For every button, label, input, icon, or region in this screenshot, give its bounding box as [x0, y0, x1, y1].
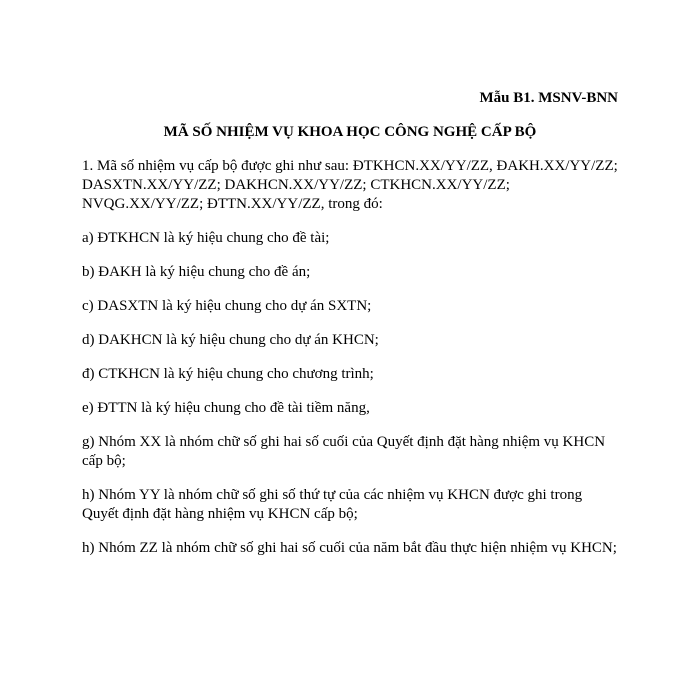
paragraph-g: g) Nhóm XX là nhóm chữ số ghi hai số cuối của Quyết định đặt hàng nhiệm vụ KHCN cấp bộ; [82, 434, 606, 469]
paragraph-d: d) DAKHCN là ký hiệu chung cho dự án KHCN; [82, 332, 379, 348]
paragraph-b: b) ĐAKH là ký hiệu chung cho đề án; [82, 264, 311, 280]
paragraph-e: e) ĐTTN là ký hiệu chung cho đề tài tiềm năng, [82, 400, 370, 416]
paragraph-intro: 1. Mã số nhiệm vụ cấp bộ được ghi như sau: ĐTKHCN.XX/YY/ZZ, ĐAKH.XX/YY/ZZ; DASXTN.XX/YY/ZZ; DAKHCN.XX/YY/ZZ; CTKHCN.XX/YY/ZZ; NVQG.XX/YY/ZZ; ĐTTN.XX/YY/ZZ, trong đó: [82, 158, 618, 212]
paragraph-dd: đ) CTKHCN là ký hiệu chung cho chương trình; [82, 366, 374, 382]
paragraph-h-yy: h) Nhóm YY là nhóm chữ số ghi số thứ tự của các nhiệm vụ KHCN được ghi trong Quyết định đặt hàng nhiệm vụ KHCN cấp bộ; [82, 487, 583, 522]
form-code: Mẫu B1. MSNV-BNN [479, 90, 618, 106]
document-title: MÃ SỐ NHIỆM VỤ KHOA HỌC CÔNG NGHỆ CẤP BỘ [163, 124, 537, 140]
paragraph-c: c) DASXTN là ký hiệu chung cho dự án SXTN; [82, 298, 372, 314]
document-body [82, 157, 622, 573]
paragraph-a: a) ĐTKHCN là ký hiệu chung cho đề tài; [82, 230, 330, 246]
paragraph-h-zz: h) Nhóm ZZ là nhóm chữ số ghi hai số cuối của năm bắt đầu thực hiện nhiệm vụ KHCN; [82, 540, 617, 556]
